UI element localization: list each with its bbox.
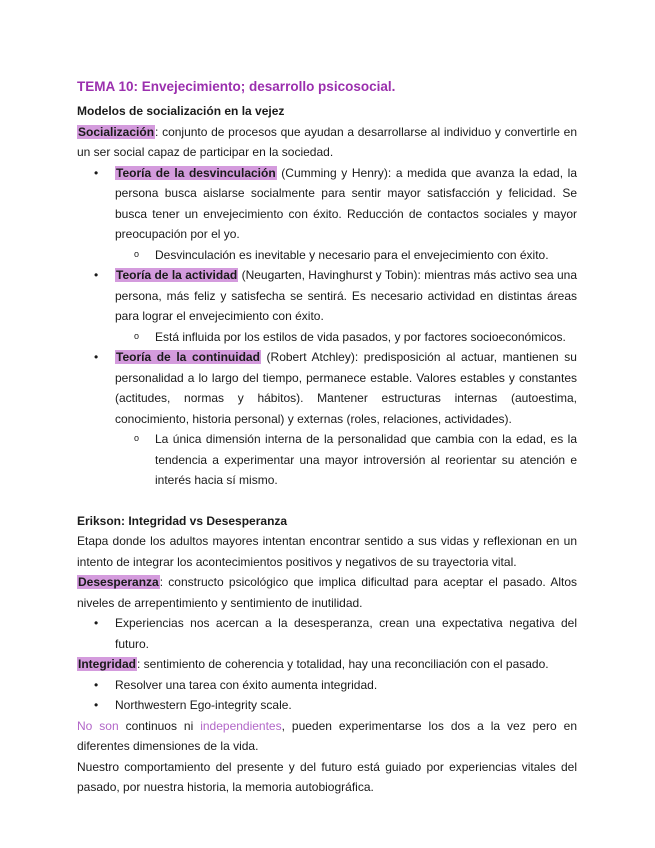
- sub-list-item: o Desvinculación es inevitable y necesario para el envejecimiento con éxito.: [115, 245, 577, 266]
- highlight-term: Socialización: [78, 124, 155, 139]
- list-item: • Northwestern Ego-integrity scale.: [77, 695, 577, 716]
- sub-list: [115, 429, 577, 491]
- definition-integridad: [77, 654, 577, 675]
- desesperanza-list: [77, 613, 577, 654]
- highlight-term: Integridad: [78, 657, 137, 671]
- list-item: • Experiencias nos acercan a la desesperanza, crean una expectativa negativa del futuro.: [77, 613, 577, 654]
- definition-desesperanza: [77, 572, 577, 613]
- sub-list: [115, 245, 577, 266]
- paragraph-intro: Etapa donde los adultos mayores intentan encontrar sentido a sus vidas y reflexionan en un intento de integrar los acontecimientos positivos y negativos de su trayectoria vital.: [77, 534, 577, 569]
- sub-list-item: o Está influida por los estilos de vida pasados, y por factores socioeconómicos.: [115, 327, 577, 348]
- sub-list-item: o La única dimensión interna de la personalidad que cambia con la edad, es la tendencia a experimentar una mayor introversión al reorientar su atención e interés hacia sí mismo.: [115, 429, 577, 491]
- document-body: [77, 78, 577, 798]
- list-item: [77, 265, 577, 347]
- document-title: TEMA 10: Envejecimiento; desarrollo psicosocial.: [77, 79, 396, 94]
- sub-list: [115, 327, 577, 348]
- integridad-list: [77, 675, 577, 716]
- paragraph-note: [77, 716, 577, 757]
- highlight-term: Teoría de la desvinculación: [116, 165, 276, 180]
- highlight-term: Desesperanza: [78, 575, 159, 589]
- list-item: [77, 163, 577, 266]
- section-heading-erikson: Erikson: Integridad vs Desesperanza: [77, 513, 288, 528]
- definition-text: : conjunto de procesos que ayudan a desarrollarse al individuo y convertirle en un ser social capaz de participar en la sociedad.: [77, 124, 577, 159]
- definition-socializacion: [77, 122, 577, 163]
- list-item: • Resolver una tarea con éxito aumenta integridad.: [77, 675, 577, 696]
- section-heading-socializacion: Modelos de socialización en la vejez: [77, 104, 285, 118]
- theory-text: (Robert Atchley): predisposición al actuar, mantienen su personalidad a lo largo del tiempo, permanece estable. Valores estables y constantes (actitudes, normas y hábitos). Mantener estructuras internas (autoestima, conocimiento, historia personal) y externas (roles, relaciones, actividades).: [115, 350, 577, 426]
- note-text: , pueden experimentarse los dos a la vez pero en diferentes dimensiones de la vida.: [77, 718, 577, 753]
- definition-text: : sentimiento de coherencia y totalidad, hay una reconciliación con el pasado.: [137, 657, 549, 671]
- theories-list: [77, 163, 577, 491]
- highlight-term: Teoría de la actividad: [116, 268, 238, 282]
- list-item: [77, 347, 577, 491]
- theory-text: (Cumming y Henry): a medida que avanza la edad, la persona busca aislarse socialmente para sentir mayor satisfacción y felicidad. Se busca tener un envejecimiento con éxito. Reducción de contactos sociales y mayor preocupación por el yo.: [115, 165, 577, 241]
- paragraph-closing: Nuestro comportamiento del presente y del futuro está guiado por experiencias vitales del pasado, por nuestra historia, la memoria autobiográfica.: [77, 759, 577, 794]
- spacer: [77, 491, 577, 511]
- note-text: continuos ni: [118, 718, 201, 733]
- definition-text: : constructo psicológico que implica dificultad para aceptar el pasado. Altos niveles de arrepentimiento y sentimiento de inutilidad.: [77, 575, 577, 610]
- purple-text: No son: [77, 718, 119, 733]
- purple-text: independientes: [200, 718, 282, 733]
- highlight-term: Teoría de la continuidad: [116, 350, 260, 364]
- theory-text: (Neugarten, Havinghurst y Tobin): mientras más activo sea una persona, más feliz y satisfecha se sentirá. Es necesario actividad en distintas áreas para lograr el envejecimiento con éxito.: [115, 268, 578, 323]
